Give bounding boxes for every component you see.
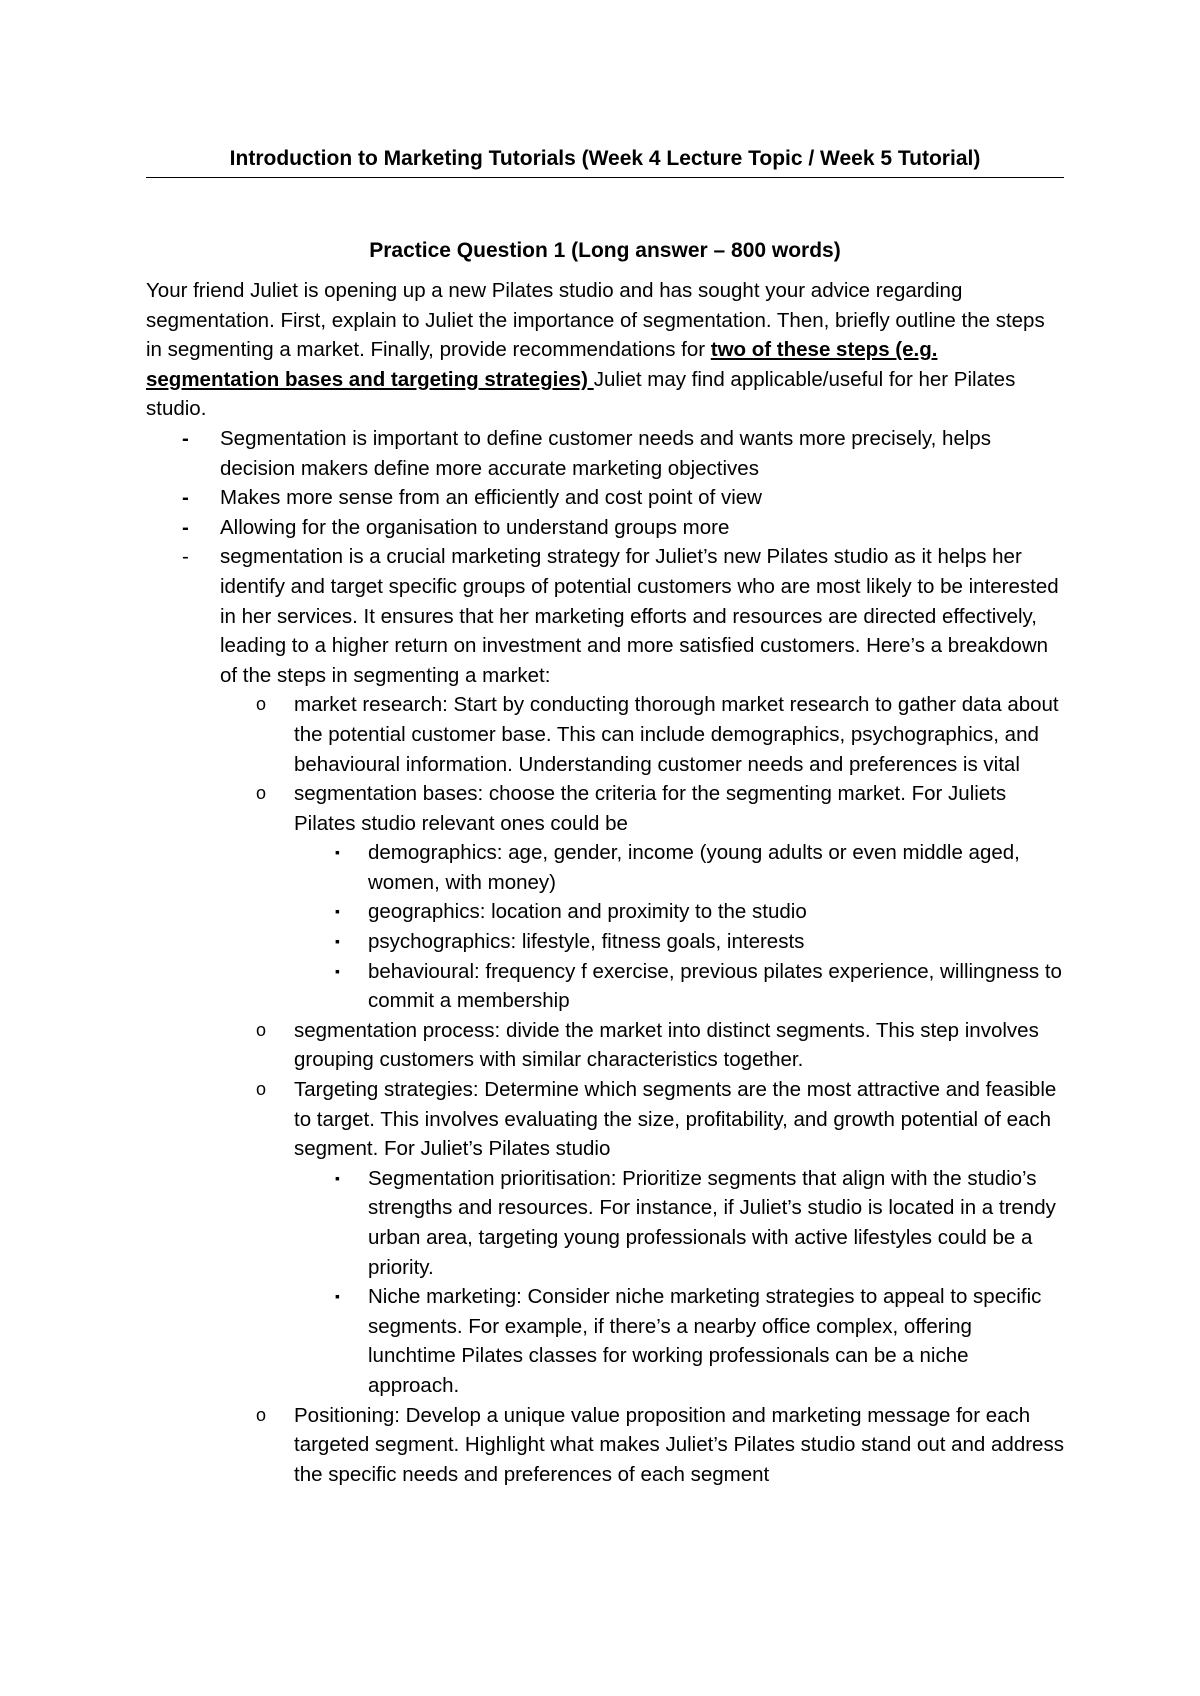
circle-bullet: o bbox=[256, 694, 267, 715]
step-text: Targeting strategies: Determine which segments are the most attractive and feasible to target. This involves evaluating the size, profitability, and growth potential of each segment. For Juliet’s Pilates studio bbox=[294, 1078, 1057, 1161]
list-item bbox=[146, 424, 1064, 483]
circle-bullet: o bbox=[256, 783, 267, 804]
segmentation-bases-list bbox=[294, 838, 1064, 1016]
question-prompt bbox=[146, 276, 1064, 424]
square-bullet: ▪ bbox=[335, 844, 340, 861]
sub-item-text: geographics: location and proximity to the studio bbox=[368, 900, 807, 924]
circle-bullet: o bbox=[256, 1079, 267, 1100]
sub-item bbox=[294, 897, 1064, 927]
step-text: segmentation bases: choose the criteria for the segmenting market. For Juliets Pilates studio relevant ones could be bbox=[294, 782, 1007, 835]
bullet-text: Segmentation is important to define customer needs and wants more precisely, helps decision makers define more accurate marketing objectives bbox=[220, 426, 992, 480]
dash-bullet: - bbox=[182, 515, 189, 539]
sub-item bbox=[294, 957, 1064, 1016]
step-item bbox=[220, 1075, 1064, 1401]
sub-item bbox=[294, 838, 1064, 897]
bullet-text: segmentation is a crucial marketing strategy for Juliet’s new Pilates studio as it helps her identify and target specific groups of potential customers who are most likely to be interested in her services. It ensures that her marketing efforts and resources are directed effectively, leading to a higher return on investment and more satisfied customers. Here’s a breakdown of the steps in segmenting a market: bbox=[220, 545, 1059, 687]
steps-list bbox=[220, 690, 1064, 1489]
question-heading: Practice Question 1 (Long answer – 800 words) bbox=[369, 239, 841, 262]
dash-bullet: - bbox=[182, 426, 189, 450]
circle-bullet: o bbox=[256, 1019, 267, 1040]
step-text: segmentation process: divide the market into distinct segments. This step involves grouping customers with similar characteristics together. bbox=[294, 1018, 1039, 1072]
step-item bbox=[220, 690, 1064, 779]
sub-item-text: demographics: age, gender, income (young adults or even middle aged, women, with money) bbox=[368, 841, 1020, 894]
dash-bullet: - bbox=[182, 486, 189, 510]
square-bullet: ▪ bbox=[335, 933, 340, 950]
sub-item-text: behavioural: frequency f exercise, previous pilates experience, willingness to commit a membership bbox=[368, 959, 1062, 1013]
sub-item-text: Segmentation prioritisation: Prioritize segments that align with the studio’s strengths and resources. For instance, if Juliet’s studio is located in a trendy urban area, targeting young professionals with active lifestyles could be a priority. bbox=[368, 1166, 1056, 1279]
sub-item bbox=[294, 1282, 1064, 1400]
bullet-text: Allowing for the organisation to understand groups more bbox=[220, 515, 730, 539]
prompt-text: Your friend Juliet is opening up a new Pilates studio and has sought your advice regarding segmentation. First, explain to Juliet the importance of segmentation. Then, briefly outline the steps in segmenting a market. Finally, provide recommendations for bbox=[146, 279, 1045, 362]
step-text: Positioning: Develop a unique value proposition and marketing message for each targeted segment. Highlight what makes Juliet’s Pilates studio stand out and address the specific needs and preferences of each segment bbox=[294, 1403, 1064, 1486]
answer-bullet-list bbox=[146, 424, 1064, 1489]
prompt-text-end: Juliet may find applicable/useful for her Pilates studio. bbox=[146, 367, 1016, 421]
square-bullet: ▪ bbox=[335, 903, 340, 920]
prompt-emphasis: two of these steps (e.g. segmentation bases and targeting strategies) bbox=[146, 338, 938, 391]
step-text: market research: Start by conducting thorough market research to gather data about the potential customer base. This can include demographics, psychographics, and behavioural information. Understanding customer needs and preferences is vital bbox=[294, 693, 1059, 776]
step-item bbox=[220, 1016, 1064, 1075]
targeting-strategies-list bbox=[294, 1164, 1064, 1401]
square-bullet: ▪ bbox=[335, 1288, 340, 1305]
list-item bbox=[146, 542, 1064, 1489]
list-item bbox=[146, 513, 1064, 543]
step-item bbox=[220, 1401, 1064, 1490]
document-title: Introduction to Marketing Tutorials (Week 4 Lecture Topic / Week 5 Tutorial) bbox=[146, 145, 1064, 178]
dash-bullet: - bbox=[182, 545, 189, 569]
sub-item bbox=[294, 927, 1064, 957]
sub-item bbox=[294, 1164, 1064, 1282]
square-bullet: ▪ bbox=[335, 1169, 340, 1186]
circle-bullet: o bbox=[256, 1404, 267, 1425]
step-item bbox=[220, 779, 1064, 1016]
square-bullet: ▪ bbox=[335, 962, 340, 979]
sub-item-text: psychographics: lifestyle, fitness goals, interests bbox=[368, 930, 805, 954]
sub-item-text: Niche marketing: Consider niche marketing strategies to appeal to specific segments. For example, if there’s a nearby office complex, offering lunchtime Pilates classes for working professionals can be a niche approach. bbox=[368, 1285, 1042, 1397]
document-content bbox=[146, 145, 1064, 1489]
list-item bbox=[146, 483, 1064, 513]
bullet-text: Makes more sense from an efficiently and cost point of view bbox=[220, 486, 762, 510]
